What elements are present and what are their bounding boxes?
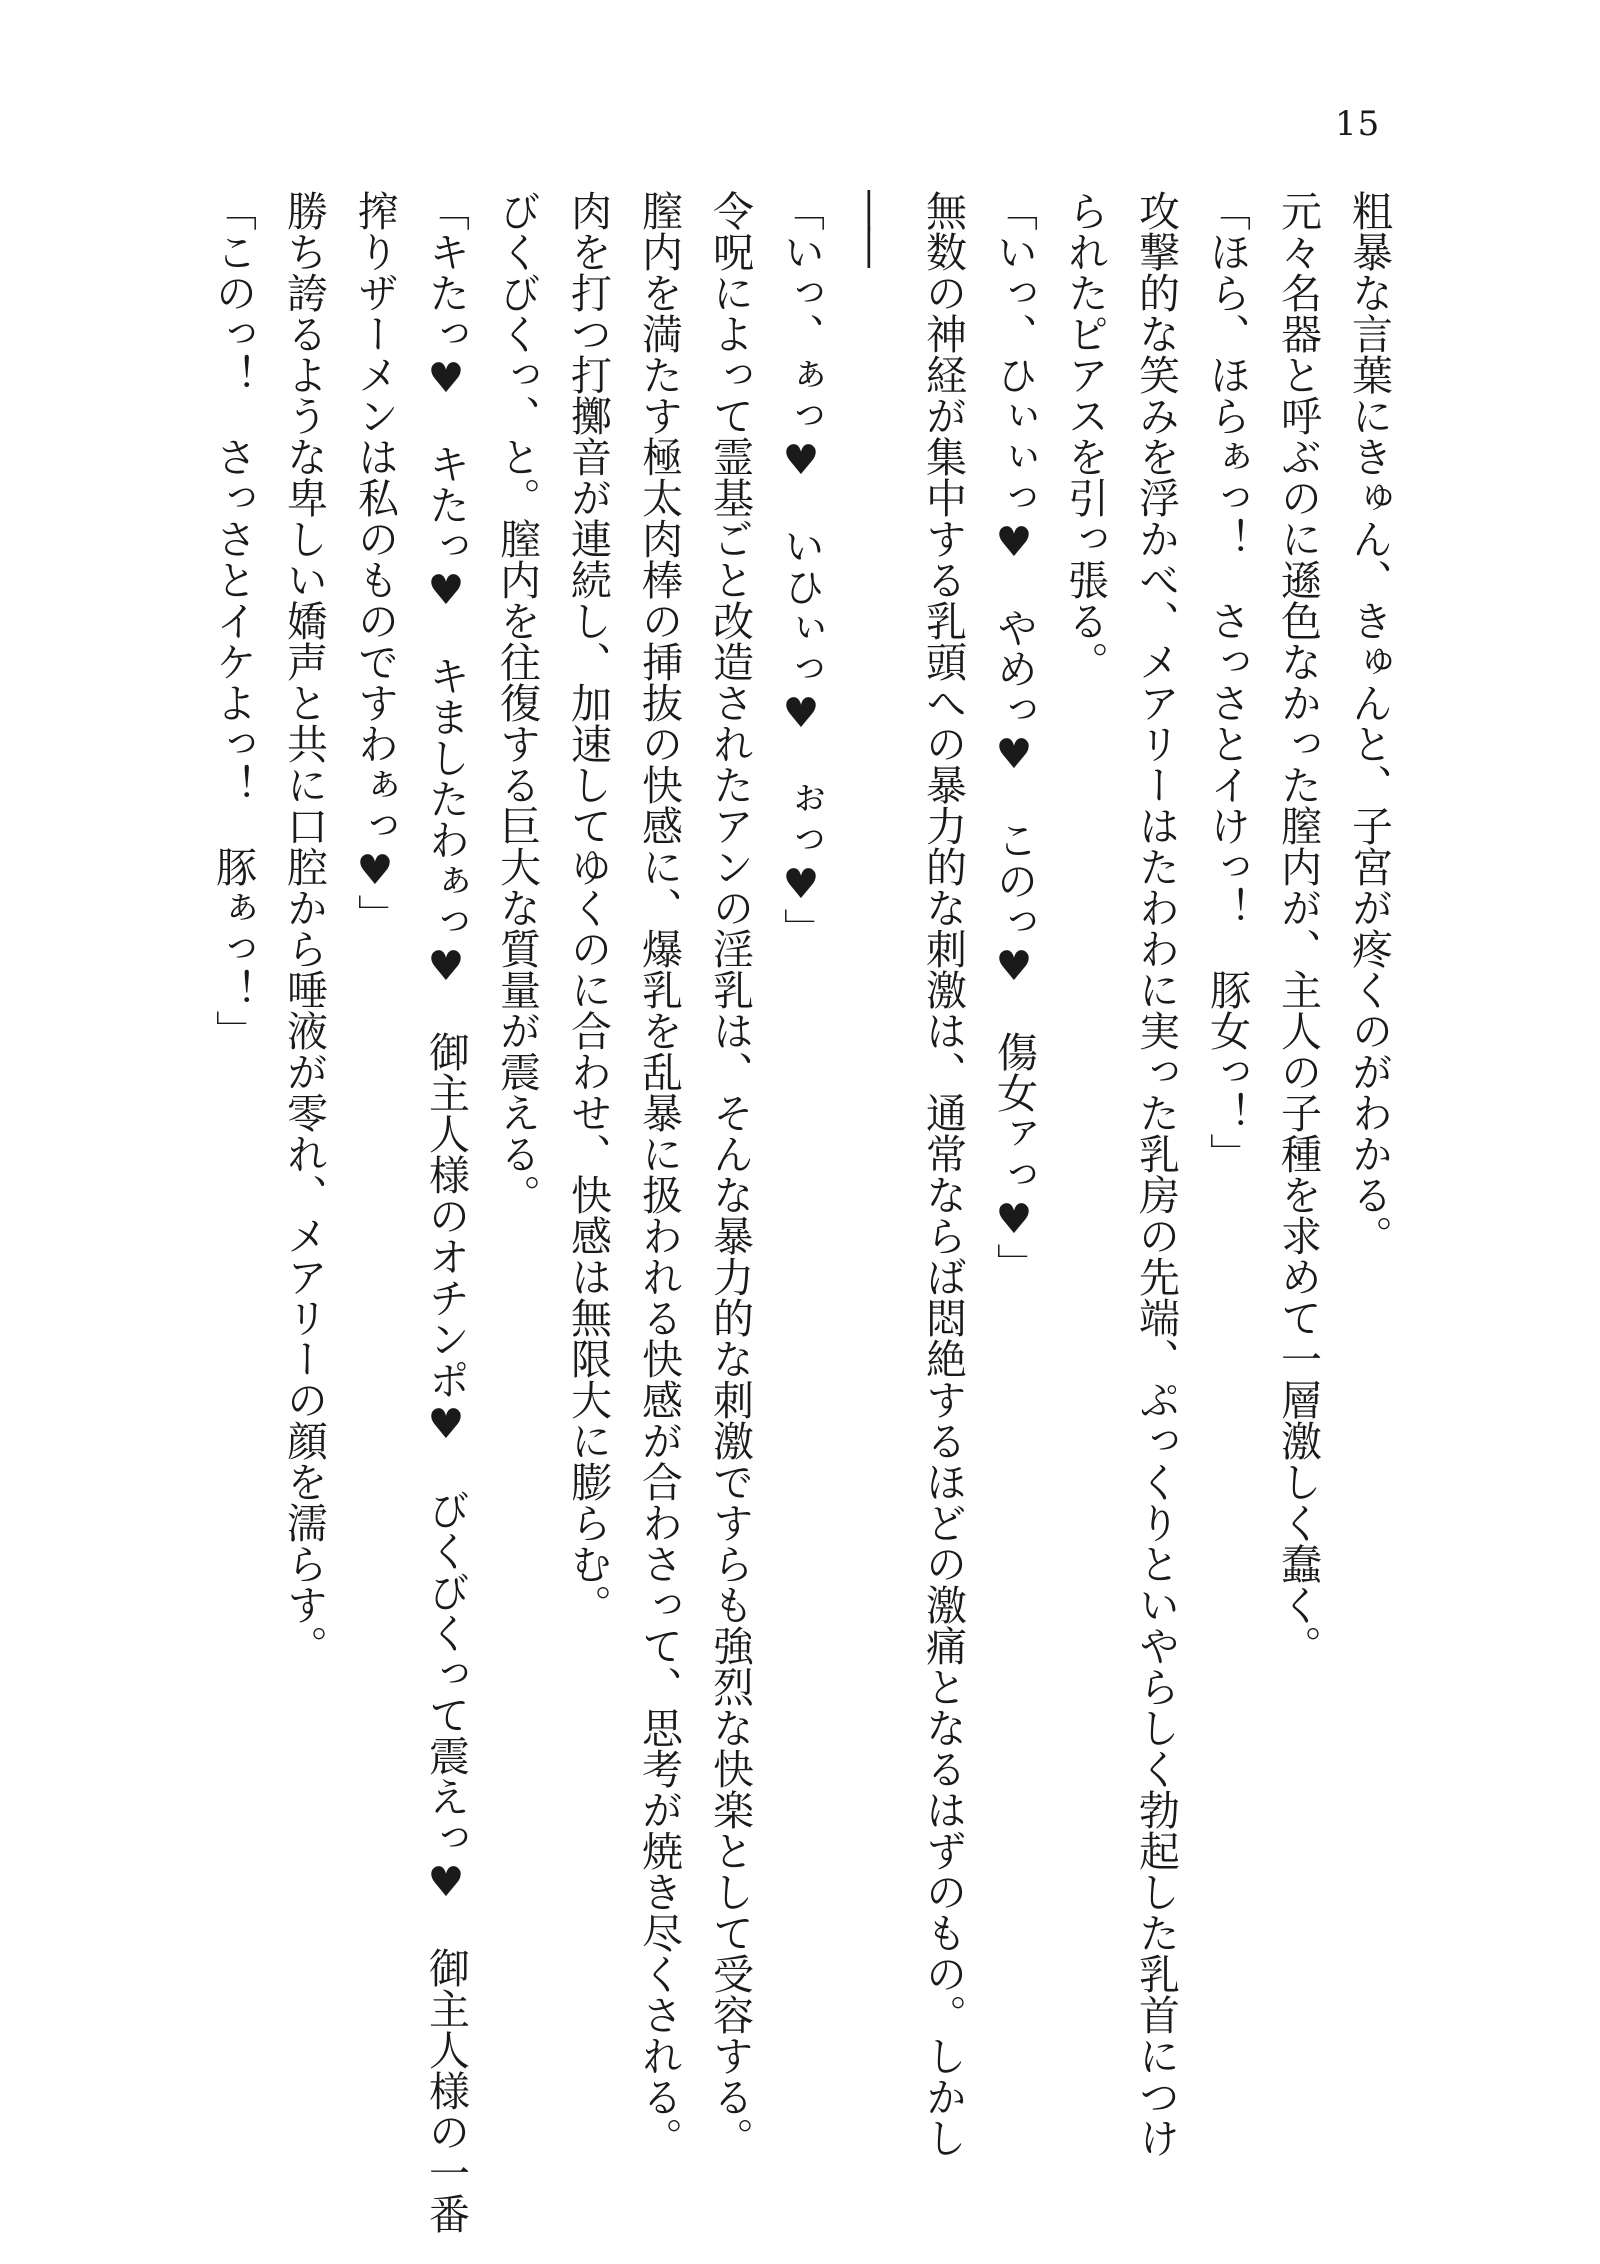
dialogue-line: 「このっ！ さっさとイケよっ！ 豚ぁっ！」 xyxy=(209,190,257,1051)
text-line: 膣内を満たす極太肉棒の挿抜の快感に、爆乳を乱暴に扱われる快感が合わさって、思考が焼き尽くされる。 xyxy=(635,190,683,2158)
dash-line: ―― xyxy=(848,190,896,264)
page-number: 15 xyxy=(1335,104,1381,144)
dialogue-line: 搾りザーメンは私のものですわぁっ♥」 xyxy=(351,190,399,935)
text-line: 攻撃的な笑みを浮かべ、メアリーはたわわに実った乳房の先端、ぷっくりといやらしく勃起した乳首につけ xyxy=(1132,190,1180,2158)
text-line: 勝ち誇るような卑しい嬌声と共に口腔から唾液が零れ、メアリーの顔を濡らす。 xyxy=(280,190,328,1666)
text-line: 粗暴な言葉にきゅん、きゅんと、子宮が疼くのがわかる。 xyxy=(1345,190,1393,1256)
text-line: 無数の神経が集中する乳頭への暴力的な刺激は、通常ならば悶絶するほどの激痛となるはずのもの。しかし xyxy=(919,190,967,2158)
dialogue-line: 「キたっ♥ キたっ♥ キましたわぁっ♥ 御主人様のオチンポ♥ びくびくって震えっ♥ 御主人様の一番 xyxy=(422,190,470,2234)
text-line: 令呪によって霊基ごと改造されたアンの淫乳は、そんな暴力的な刺激ですらも強烈な快楽として受容する。 xyxy=(706,190,754,2158)
text-line: びくびくっ、と。膣内を往復する巨大な質量が震える。 xyxy=(493,190,541,1215)
dialogue-line: 「いっ、ぁっ♥ いひぃっ♥ ぉっ♥」 xyxy=(777,190,825,949)
dialogue-line: 「いっ、ひぃぃっ♥ やめっ♥ このっ♥ 傷女ァっ♥」 xyxy=(990,190,1038,1284)
text-line: 元々名器と呼ぶのに遜色なかった膣内が、主人の子種を求めて一層激しく蠢く。 xyxy=(1274,190,1322,1666)
text-line: られたピアスを引っ張る。 xyxy=(1061,190,1109,682)
dialogue-line: 「ほら、ほらぁっ！ さっさとイけっ！ 豚女っ！」 xyxy=(1203,190,1251,1174)
text-line: 肉を打つ打擲音が連続し、加速してゆくのに合わせ、快感は無限大に膨らむ。 xyxy=(564,190,612,1625)
vertical-body-text xyxy=(197,190,1404,2234)
